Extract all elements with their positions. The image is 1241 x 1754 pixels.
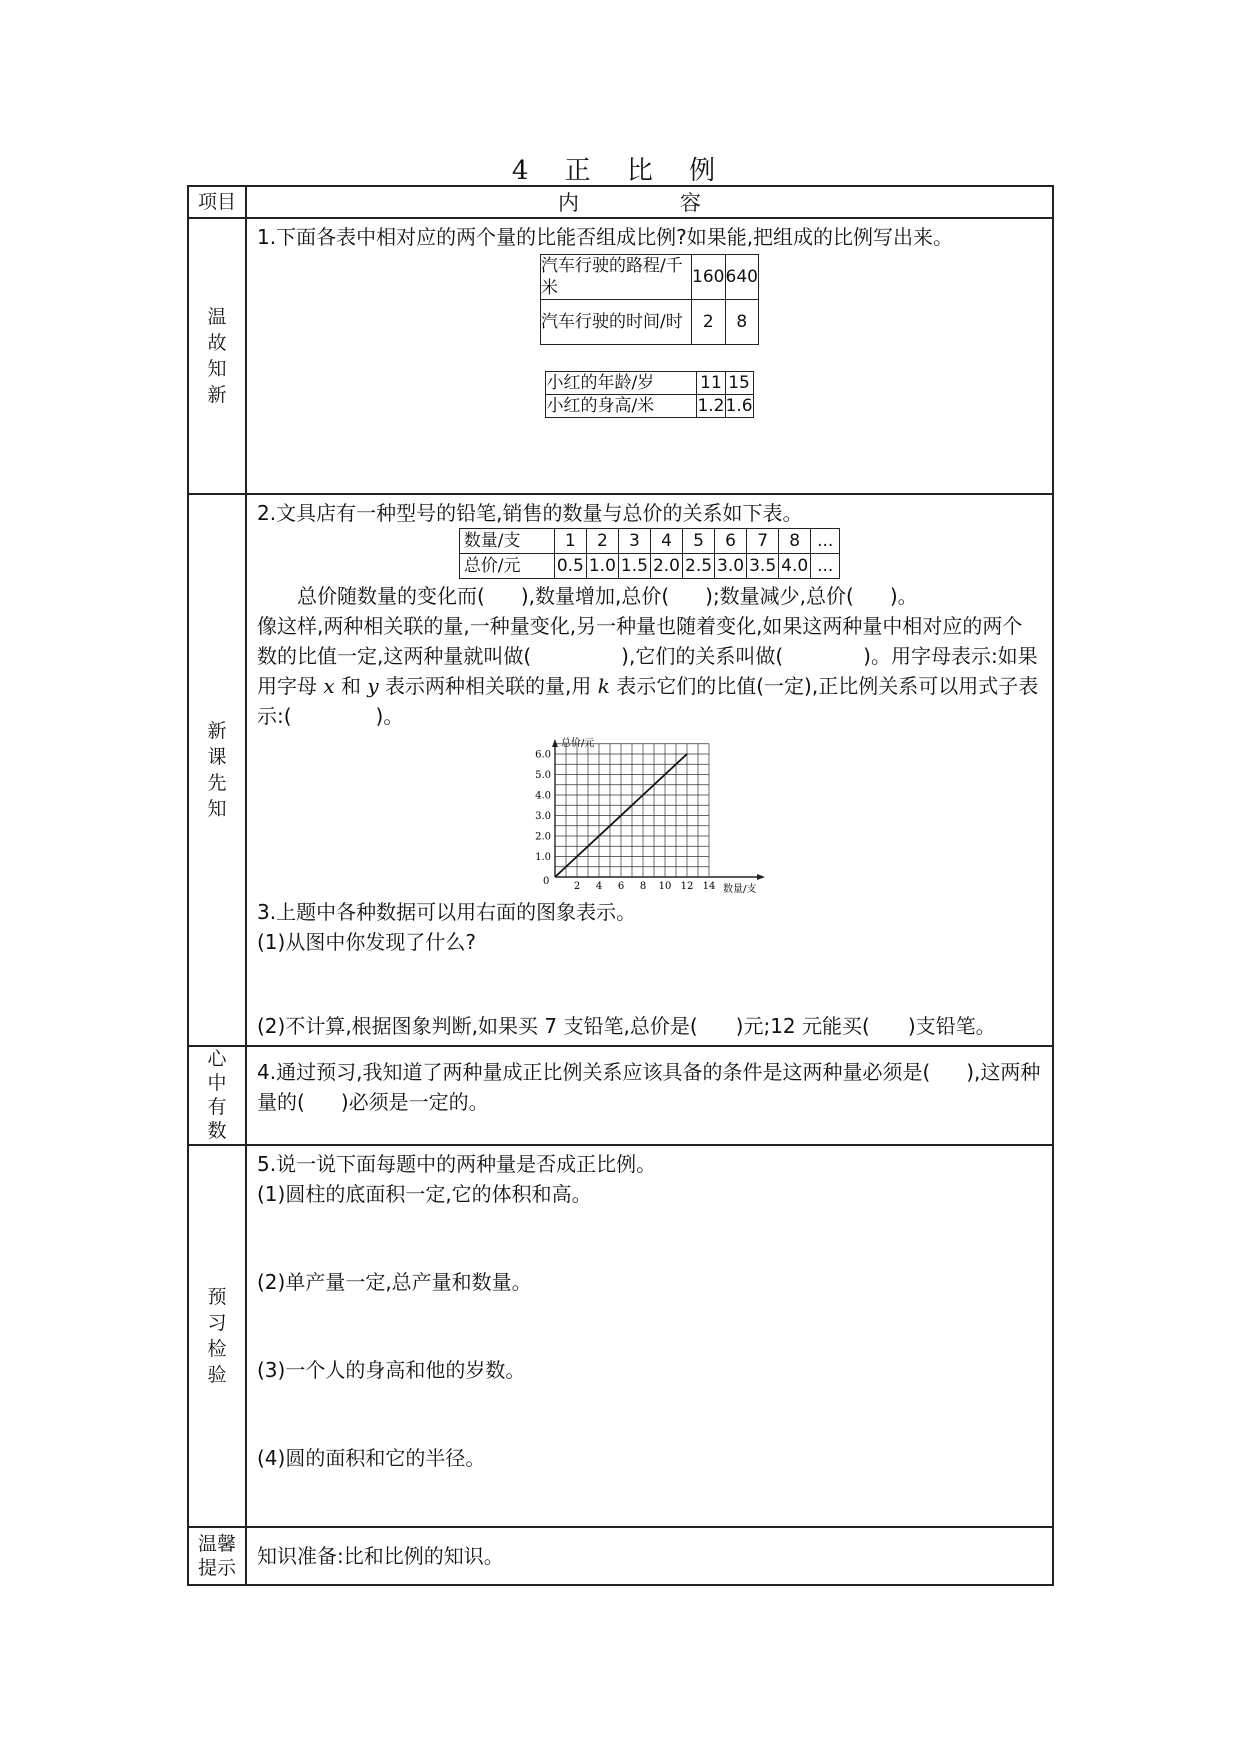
question-5-item: (4)圆的面积和它的半径。 [257, 1446, 486, 1470]
header-content-cell [246, 186, 1053, 218]
variable-k: k [597, 674, 610, 698]
quantity-cell: 2 [586, 529, 618, 554]
x-tick-label: 8 [639, 881, 646, 892]
variable-y: y [367, 674, 379, 698]
price-cell: ... [811, 554, 840, 579]
y-tick-label: 2.0 [534, 831, 551, 843]
x-tick-label: 14 [702, 881, 715, 892]
price-cell: 1.0 [586, 554, 618, 579]
chart-grid [555, 744, 709, 877]
distance-label: 汽车行驶的路程/千米 [541, 255, 692, 300]
section-tip-label: 温馨提示 [188, 1527, 246, 1585]
age-value: 15 [725, 372, 753, 395]
section-check-row [188, 1145, 1053, 1527]
question-5-item: (2)单产量一定,总产量和数量。 [257, 1270, 532, 1294]
question-1: 1.下面各表中相对应的两个量的比能否组成比例?如果能,把组成的比例写出来。 [257, 225, 954, 249]
age-row [546, 372, 753, 395]
x-tick-label: 6 [617, 881, 624, 892]
question-5-item: (3)一个人的身高和他的岁数。 [257, 1358, 526, 1382]
price-quantity-line-chart [525, 737, 775, 897]
section-check-label: 预习检验 [188, 1145, 246, 1527]
definition-paragraph: 像这样,两种相关联的量,一种量变化,另一种量也随着变化,如果这两种量中相对应的两个数的比值一定,这两种量就叫做( ),它们的关系叫做( )。用字母表示:如果用字母 x 和 y 表示两种相关联的量,用 k 表示它们的比值(一定),正比例关系可以用式子表示:( )。 [257, 614, 1039, 728]
question-3-1: (1)从图中你发现了什么? [257, 930, 476, 954]
quantity-cell: 4 [650, 529, 682, 554]
time-value: 8 [725, 300, 758, 345]
section-preview-row [188, 494, 1053, 1046]
section-summary-row [188, 1046, 1053, 1145]
price-cell: 1.5 [618, 554, 650, 579]
total-price-row [459, 554, 839, 579]
time-row [541, 300, 759, 345]
y-tick-label: 4.0 [534, 790, 551, 802]
distance-value: 640 [725, 255, 758, 300]
height-row [546, 395, 753, 418]
price-cell: 0.5 [554, 554, 586, 579]
distance-value: 160 [692, 255, 725, 300]
variable-x: x [323, 674, 335, 698]
y-tick-label: 3.0 [534, 811, 551, 822]
x-tick-label: 10 [658, 881, 671, 892]
quantity-cell: 1 [554, 529, 586, 554]
chart-axes [552, 739, 765, 880]
question-4: 4.通过预习,我知道了两种量成正比例关系应该具备的条件是这两种量必须是( ),这两种量的( )必须是一定的。 [257, 1060, 1041, 1114]
quantity-cell: ... [811, 529, 840, 554]
section-summary-content [246, 1046, 1053, 1145]
price-cell: 2.5 [683, 554, 715, 579]
y-tick-label: 1.0 [534, 852, 551, 863]
pencil-price-table [459, 528, 840, 579]
quantity-row [459, 529, 839, 554]
section-check-content [246, 1145, 1053, 1527]
section-tip-row [188, 1527, 1053, 1585]
price-cell: 2.0 [650, 554, 682, 579]
time-label: 汽车行驶的时间/时 [541, 300, 692, 345]
quantity-label: 数量/支 [459, 529, 554, 554]
section-summary-label: 心中有数 [188, 1046, 246, 1145]
price-cell: 3.5 [747, 554, 779, 579]
section-review-label: 温故知新 [188, 218, 246, 494]
x-tick-label: 2 [573, 881, 580, 892]
header-row [188, 186, 1053, 218]
height-value: 1.6 [725, 396, 753, 416]
x-axis-arrow-icon [757, 874, 765, 880]
age-value: 11 [697, 372, 725, 395]
header-content-label: 内 容 [558, 191, 741, 215]
question-5-item: (1)圆柱的底面积一定,它的体积和高。 [257, 1182, 592, 1206]
section-review-row [188, 218, 1053, 494]
quantity-cell: 7 [747, 529, 779, 554]
section-review-content [246, 218, 1053, 494]
worksheet-table [187, 185, 1054, 1586]
question-2: 2.文具店有一种型号的铅笔,销售的数量与总价的关系如下表。 [257, 501, 803, 525]
tip-text: 知识准备:比和比例的知识。 [257, 1544, 504, 1568]
fill-in-sentence-1: 总价随数量的变化而( ),数量增加,总价( );数量减少,总价( )。 [297, 584, 918, 608]
distance-row [541, 255, 759, 300]
time-value: 2 [692, 300, 725, 345]
question-3-2: (2)不计算,根据图象判断,如果买 7 支铅笔,总价是( )元;12 元能买( )支铅笔。 [257, 1014, 996, 1038]
section-preview-label: 新课先知 [188, 494, 246, 1046]
quantity-cell: 3 [618, 529, 650, 554]
price-cell: 4.0 [779, 554, 811, 579]
origin-label: 0 [542, 876, 549, 887]
age-label: 小红的年龄/岁 [546, 372, 697, 395]
x-tick-label: 4 [595, 881, 602, 892]
x-axis-label: 数量/支 [722, 884, 756, 895]
quantity-cell: 8 [779, 529, 811, 554]
height-value: 1.2 [697, 396, 725, 416]
height-label: 小红的身高/米 [546, 395, 697, 418]
section-tip-content [246, 1527, 1053, 1585]
y-tick-label: 6.0 [534, 749, 551, 761]
quantity-cell: 6 [715, 529, 747, 554]
question-3: 3.上题中各种数据可以用右面的图象表示。 [257, 900, 637, 924]
y-tick-label: 5.0 [534, 770, 551, 781]
distance-time-table [540, 254, 759, 345]
page-title: 4 正 比 例 [511, 156, 730, 186]
y-axis-arrow-icon [552, 739, 558, 747]
answer-space[interactable] [257, 957, 1042, 1011]
age-height-table [545, 371, 753, 418]
x-tick-label: 12 [680, 881, 693, 892]
question-5: 5.说一说下面每题中的两种量是否成正比例。 [257, 1152, 657, 1176]
header-item-cell: 项目 [188, 186, 246, 218]
total-price-label: 总价/元 [459, 554, 554, 579]
quantity-cell: 5 [683, 529, 715, 554]
y-axis-label: 总价/元 [560, 738, 594, 749]
section-preview-content [246, 494, 1053, 1046]
price-cell: 3.0 [715, 554, 747, 579]
